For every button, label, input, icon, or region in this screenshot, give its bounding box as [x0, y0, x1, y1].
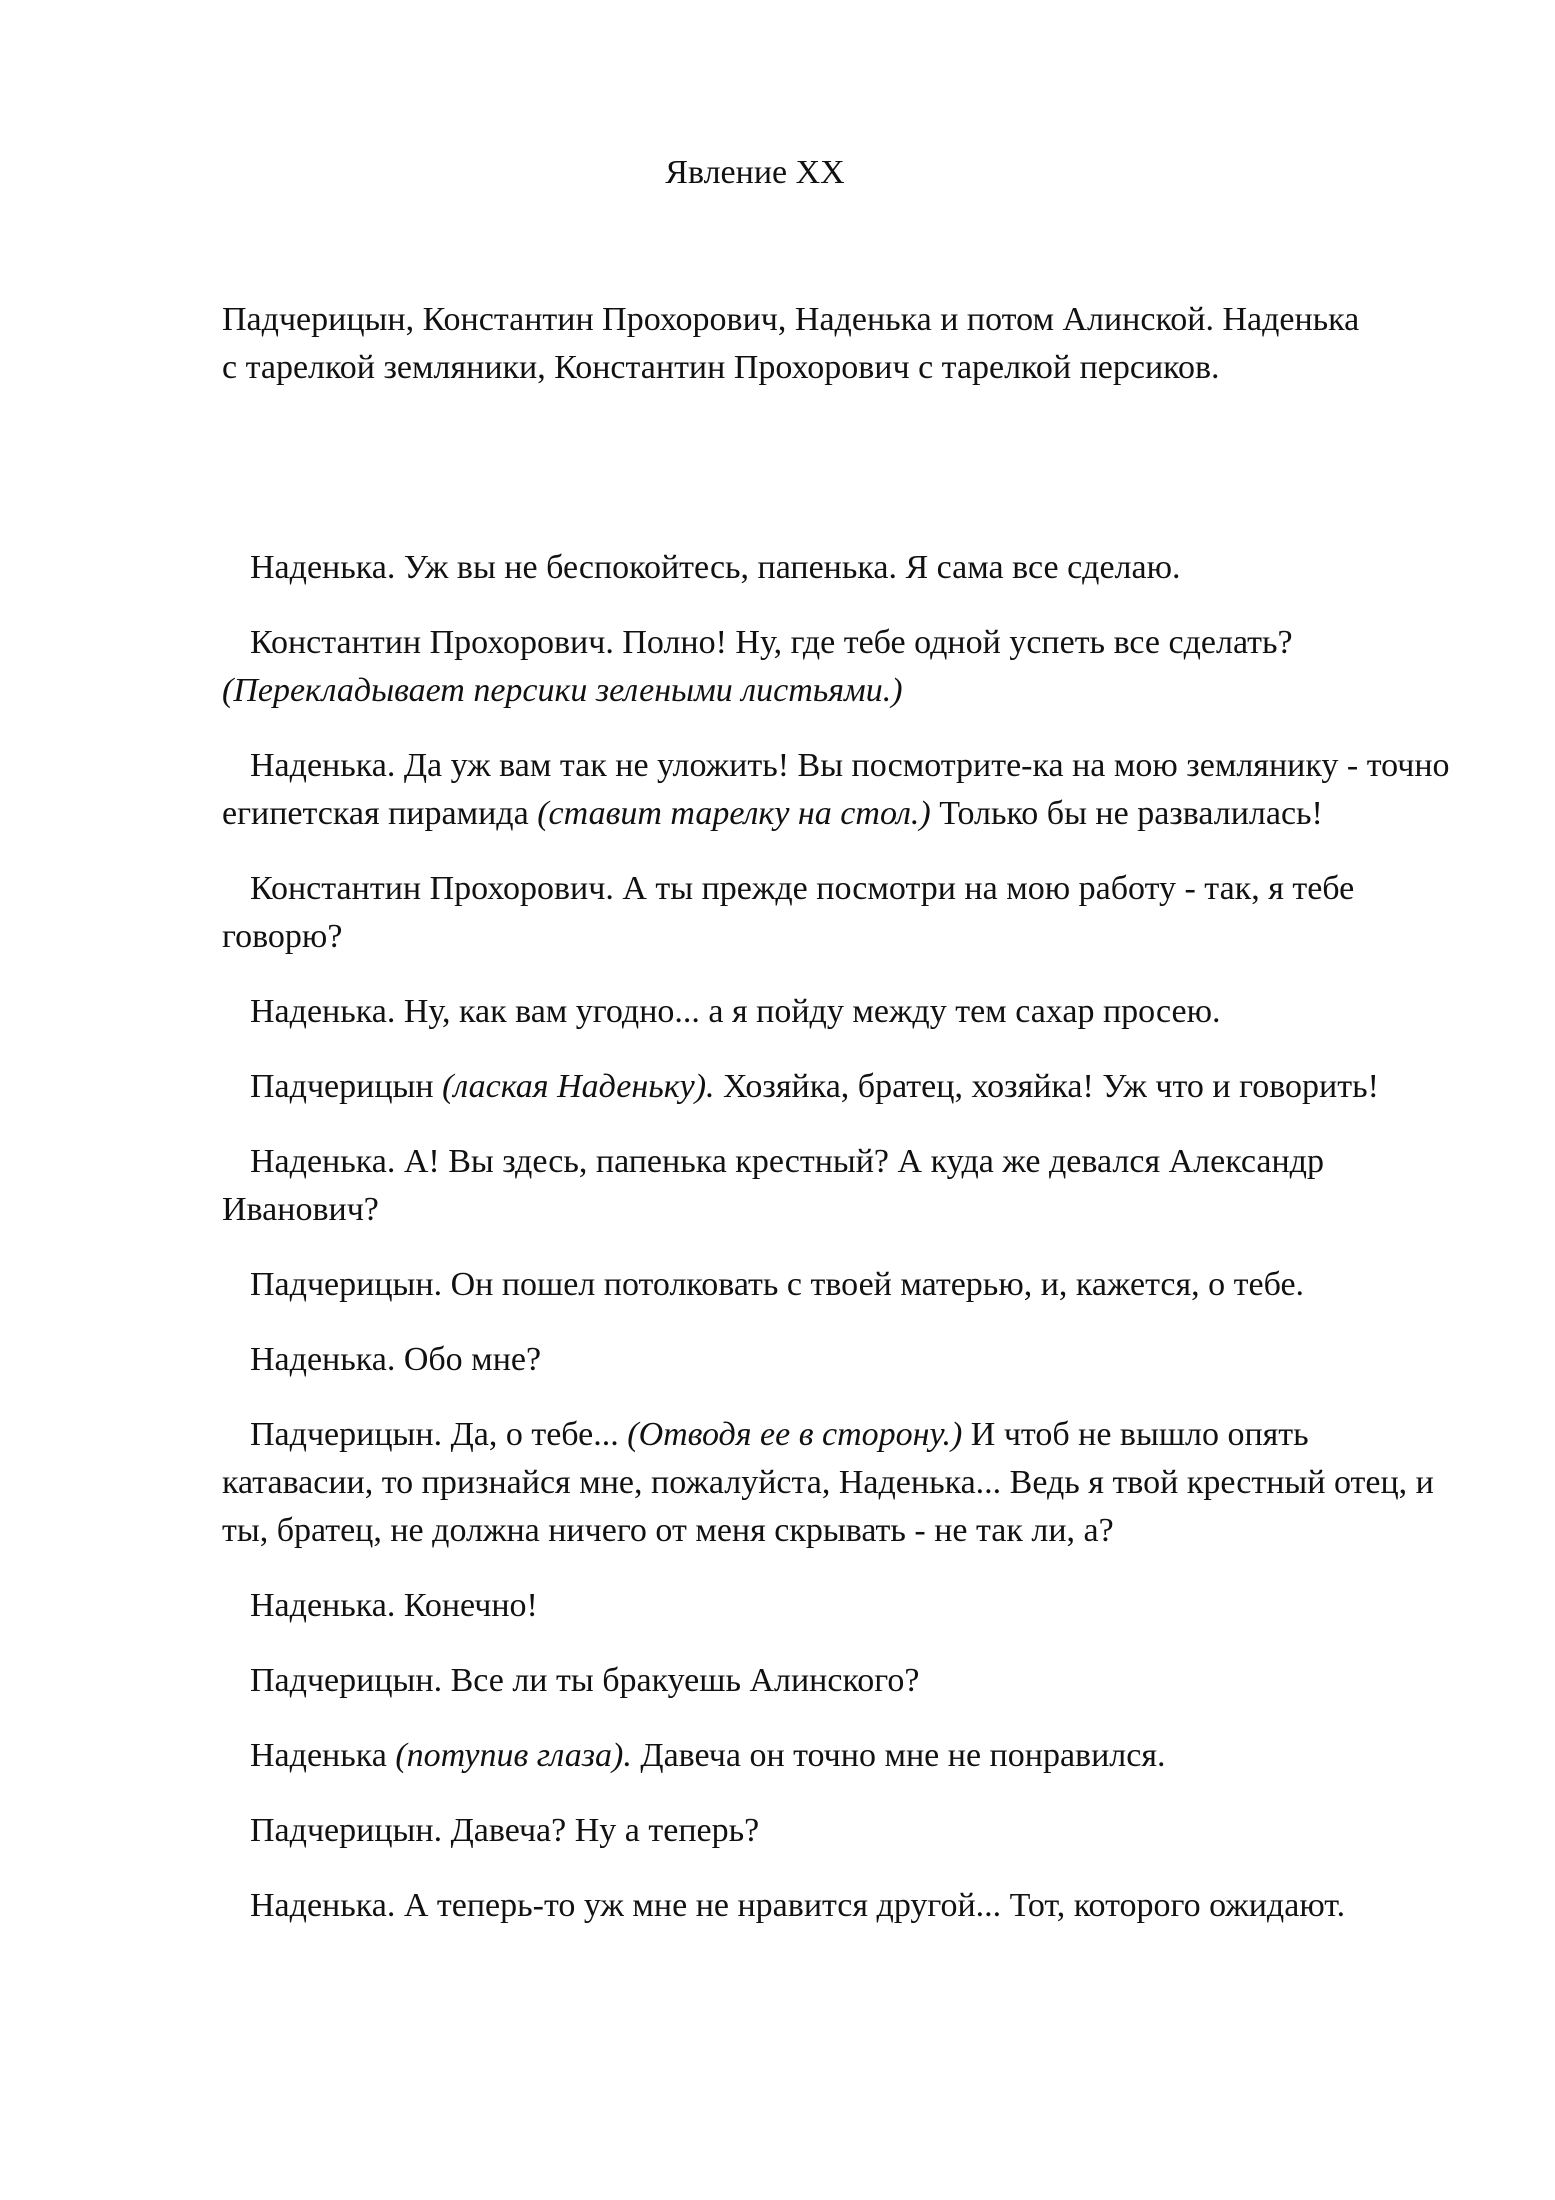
line-text: Падчерицын. Да, о тебе...	[250, 1416, 628, 1453]
line-text: Наденька. А! Вы здесь, папенька крестный? А куда же девался Александр Иванович?	[222, 1143, 1324, 1228]
stage-direction: (Перекладывает персики зелеными листьями.)	[222, 672, 903, 709]
line-text: Падчерицын. Все ли ты бракуешь Алинского?	[250, 1662, 920, 1699]
line-text: Наденька. Да уж вам так не уложить! Вы посмотрите-ка на мою землянику - точно египетская пирамида	[222, 747, 1450, 832]
line-text-continued: Хозяйка, братец, хозяйка! Уж что и говорить!	[714, 1068, 1379, 1105]
dialogue-line	[222, 544, 1462, 592]
line-text: Наденька. Конечно!	[250, 1587, 538, 1624]
dialogue-line	[222, 742, 1462, 838]
line-text: Падчерицын. Он пошел потолковать с твоей матерью, и, кажется, о тебе.	[250, 1266, 1305, 1303]
scene-title: Явление XX	[665, 154, 845, 191]
stage-directions-intro: Падчерицын, Константин Прохорович, Наденька и потом Алинской. Наденька с тарелкой земляники, Константин Прохорович с тарелкой персиков.	[222, 301, 1360, 386]
dialogue-line	[222, 1657, 1462, 1705]
dialogue-line	[222, 988, 1462, 1036]
dialogue-line	[222, 1582, 1462, 1630]
line-text: Наденька. Уж вы не беспокойтесь, папенька. Я сама все сделаю.	[250, 549, 1181, 586]
dialogue-block	[222, 544, 1462, 1957]
stage-direction: (лаская Наденьку).	[442, 1068, 715, 1105]
line-text: Константин Прохорович. Полно! Ну, где тебе одной успеть все сделать?	[250, 624, 1293, 661]
dialogue-line	[222, 1411, 1462, 1555]
dialogue-line	[222, 1732, 1462, 1780]
line-text: Падчерицын	[250, 1068, 443, 1105]
stage-direction: (ставит тарелку на стол.)	[537, 795, 931, 832]
line-text: Наденька. Ну, как вам угодно... а я пойду между тем сахар просею.	[250, 993, 1221, 1030]
stage-direction: (Отводя ее в сторону.)	[627, 1416, 963, 1453]
line-text: Наденька	[250, 1737, 396, 1774]
line-text: Наденька. А теперь-то уж мне не нравится другой... Тот, которого ожидают.	[250, 1887, 1346, 1924]
dialogue-line	[222, 865, 1462, 961]
line-text-continued: И чтоб не вышло опять катавасии, то признайся мне, пожалуйста, Наденька... Ведь я твой крестный отец, и ты, братец, не должна ничего от меня скрывать - не так ли, а?	[222, 1416, 1434, 1549]
line-text-continued: Только бы не развалилась!	[930, 795, 1323, 832]
dialogue-line	[222, 619, 1462, 715]
dialogue-line	[222, 1807, 1462, 1855]
line-text-continued: Давеча он точно мне не понравился.	[631, 1737, 1166, 1774]
dialogue-line	[222, 1882, 1462, 1930]
line-text: Падчерицын. Давеча? Ну а теперь?	[250, 1812, 760, 1849]
line-text: Константин Прохорович. А ты прежде посмотри на мою работу - так, я тебе говорю?	[222, 870, 1355, 955]
dialogue-line	[222, 1261, 1462, 1309]
dialogue-line	[222, 1138, 1462, 1234]
stage-direction: (потупив глаза).	[395, 1737, 632, 1774]
line-text: Наденька. Обо мне?	[250, 1341, 542, 1378]
dialogue-line	[222, 1063, 1462, 1111]
dialogue-line	[222, 1336, 1462, 1384]
